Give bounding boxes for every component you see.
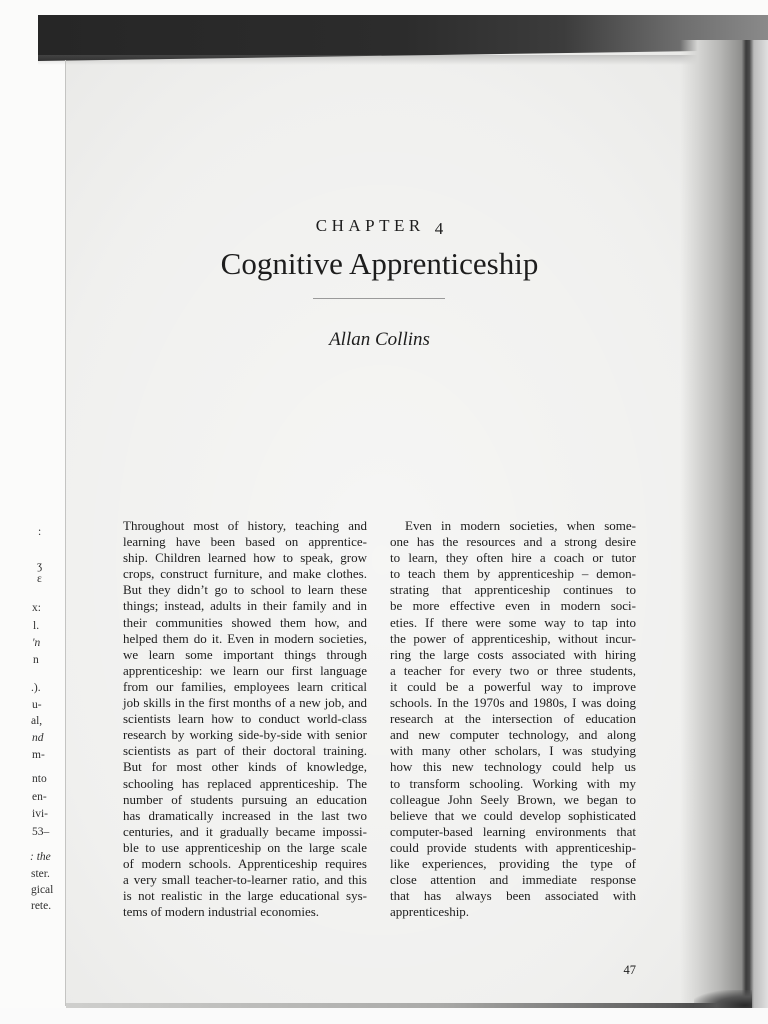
facing-page-fragment: ster. [31, 868, 50, 880]
chapter-word: CHAPTER [315, 216, 425, 235]
text-line: schooling has replaced apprenticeship. The [123, 775, 367, 791]
facing-page-fragment: ivi- [32, 808, 48, 820]
facing-page-fragment: nd [32, 732, 44, 744]
facing-page-fragment: nto [32, 773, 47, 785]
facing-page-fragment: u- [32, 699, 42, 711]
binding-shadow [680, 40, 768, 1008]
facing-page-fragment: ʒ [37, 560, 43, 572]
text-line: strating that apprenticeship continues to [390, 582, 636, 598]
text-line: could provide students with apprenticeship- [390, 839, 636, 855]
text-line: schools. In the 1970s and 1980s, I was doing [390, 695, 636, 711]
text-line: But they didn’t go to school to learn these [123, 582, 367, 598]
text-line: computer-based learning environments that [390, 823, 636, 839]
text-line: believe that we could develop sophisticated [390, 807, 636, 823]
text-line: But for most other kinds of knowledge, [123, 759, 367, 775]
scanner-top-soft-shadow [38, 55, 698, 65]
facing-page-fragment: .). [31, 682, 41, 694]
facing-page-fragment: ɛ [37, 573, 42, 585]
text-line: has dramatically increased in the last two [123, 807, 367, 823]
text-line: Even in modern societies, when some- [405, 518, 636, 533]
text-line: apprenticeship: we learn our first language [123, 662, 367, 678]
text-line: job skills in the first months of a new job, and [123, 695, 367, 711]
text-line: and new computer technology, and along [390, 727, 636, 743]
page-number: 47 [623, 963, 636, 977]
facing-page-fragment: al, [31, 715, 43, 727]
text-line: eties. If there were some way to tap into [390, 614, 636, 630]
facing-page-fragment: en- [32, 791, 47, 803]
text-line: of modern schools. Apprenticeship requires [123, 855, 367, 871]
facing-page-fragment: m- [32, 749, 45, 761]
text-line: a very small teacher-to-learner ratio, and this [123, 872, 367, 888]
facing-page-fragment: 53– [32, 826, 50, 838]
text-line: how this new technology could help us [390, 759, 636, 775]
text-line: research by working side-by-side with senior [123, 727, 367, 743]
text-line: close attention and immediate response [390, 872, 636, 888]
chapter-label [123, 216, 636, 236]
text-line: number of students pursuing an education [123, 791, 367, 807]
facing-page-fragment: gical [31, 884, 54, 896]
text-line: colleague John Seely Brown, we began to [390, 791, 636, 807]
text-line: Throughout most of history, teaching and [123, 518, 367, 533]
text-line: learning have been based on apprentice- [123, 534, 367, 550]
scan-bottom-margin [0, 1008, 768, 1024]
text-line: ship. Children learned how to speak, grow [123, 550, 367, 566]
facing-page-fragment: : the [30, 851, 51, 863]
text-line: that has always been associated with [390, 888, 636, 904]
left-text-column [123, 518, 367, 920]
text-line: a teacher for every two or three students, [390, 662, 636, 678]
text-line: like experiences, providing the type of [390, 855, 636, 871]
text-line: ring the large costs associated with hiring [390, 646, 636, 662]
facing-page-fragment: l. [33, 620, 40, 632]
text-line: it could be a powerful way to improve [390, 678, 636, 694]
text-line: one has the resources and a strong desire [390, 534, 636, 550]
text-line: apprenticeship. [390, 904, 470, 920]
text-line: we learn some important things through [123, 646, 367, 662]
page-bottom-corner-shadow [694, 990, 752, 1008]
facing-page-fragment: x: [32, 602, 41, 614]
text-line: with many other scholars, I was studying [390, 743, 636, 759]
text-line: the power of apprenticeship, without incur- [390, 630, 636, 646]
text-line: research at the intersection of education [390, 711, 636, 727]
text-line: helped them do it. Even in modern societies, [123, 630, 367, 646]
text-line: ble to use apprenticeship on the large scale [123, 839, 367, 855]
text-line: things; instead, adults in their family and in [123, 598, 367, 614]
text-line: centuries, and it gradually became impossi- [123, 823, 367, 839]
right-text-column [390, 518, 636, 920]
facing-page-fragment: rete. [31, 900, 52, 912]
text-line: scientists as part of their doctoral training. [123, 743, 367, 759]
text-line: scientists learn how to conduct world-class [123, 711, 367, 727]
facing-page-fragment: 'n [32, 637, 41, 649]
text-line: crops, construct furniture, and make clothes. [123, 566, 367, 582]
text-line: is not realistic in the large educational sys- [123, 888, 367, 904]
text-line: from our families, employees learn critical [123, 678, 367, 694]
text-line: to transform schooling. Working with my [390, 775, 636, 791]
text-line: tems of modern industrial economies. [123, 904, 320, 920]
chapter-title: Cognitive Apprenticeship [220, 246, 539, 281]
text-line: to learn, they often hire a coach or tutor [390, 550, 636, 566]
facing-page-margin [0, 0, 66, 1024]
text-line: be more effective even in modern soci- [390, 598, 636, 614]
author-name: Allan Collins [329, 329, 430, 350]
text-line: to teach them by apprenticeship – demon- [390, 566, 636, 582]
facing-page-fragment: : [38, 526, 42, 538]
text-line: their communities showed them how, and [123, 614, 367, 630]
chapter-number: 4 [434, 219, 444, 238]
title-rule [313, 298, 445, 299]
facing-page-fragment: n [33, 654, 39, 666]
